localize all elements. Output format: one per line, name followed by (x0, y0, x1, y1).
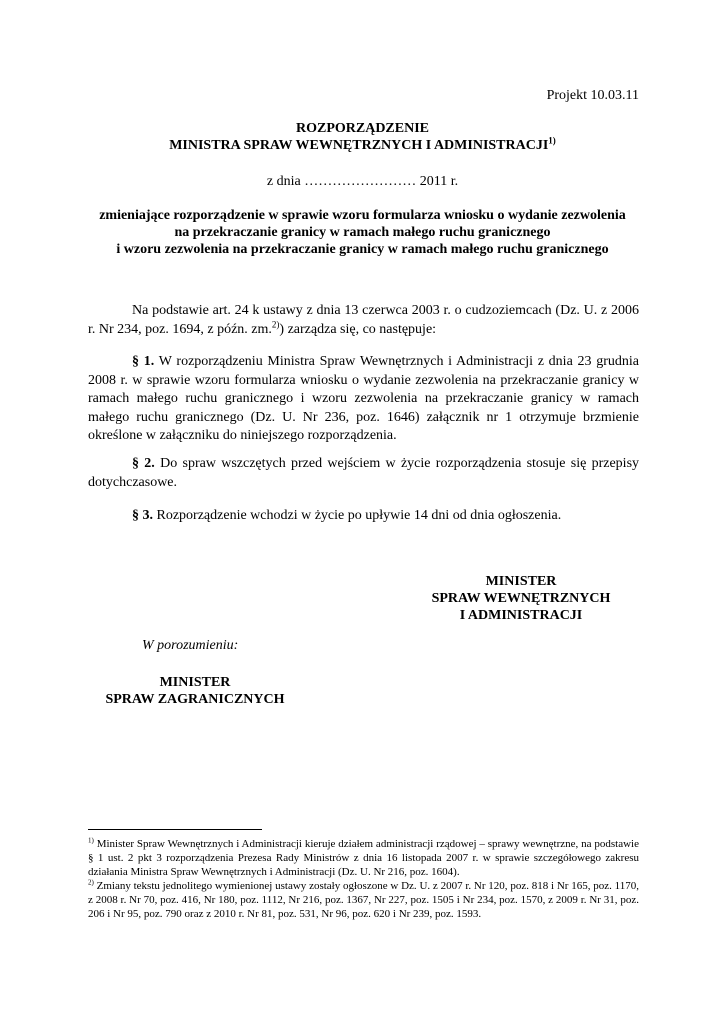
agreement-label: W porozumieniu: (142, 638, 239, 653)
footnote-2-ref: 2) (88, 878, 94, 887)
signature-interior-line-2: SPRAW WEWNĘTRZNYCH (431, 591, 611, 606)
signature-foreign-line-1: MINISTER (159, 675, 231, 690)
legal-basis-text: Na podstawie art. 24 k ustawy z dnia 13 czerwca 2003 r. o cudzoziemcach (Dz. U. z 2006 r. Nr 234, poz. 1694, z późn. zm. (88, 303, 639, 337)
footnote-2 (88, 879, 639, 921)
project-label: Projekt 10.03.11 (546, 88, 639, 103)
footnote-ref-1: 1) (548, 135, 556, 146)
signature-interior-line-1: MINISTER (485, 574, 557, 589)
document-type-title: ROZPORZĄDZENIE (295, 121, 430, 136)
footnote-1-text: Minister Spraw Wewnętrznych i Administracji kieruje działem administracji rządowej – sprawy wewnętrzne, na podstawie § 1 ust. 2 pkt 3 rozporządzenia Prezesa Rady Ministrów z dnia 16 listopada 2007 r. w sprawie szczegółowego zakresu działania Ministra Spraw Wewnętrznych i Administracji (Dz. U. Nr 216, poz. 1604). (88, 838, 639, 878)
issuing-authority-title (0, 135, 725, 154)
signature-foreign-line-2: SPRAW ZAGRANICZNYCH (105, 692, 285, 707)
footnote-1-ref: 1) (88, 836, 94, 845)
subject-line-1: zmieniające rozporządzenie w sprawie wzoru formularza wniosku o wydanie zezwolenia (99, 208, 626, 223)
footnote-ref-2: 2) (271, 318, 280, 329)
subject-line-2: na przekraczanie granicy w ramach małego ruchu granicznego (174, 225, 551, 240)
legal-basis-tail: ) zarządza się, co następuje: (279, 321, 437, 337)
subject-line-3: i wzoru zezwolenia na przekraczanie granicy w ramach małego ruchu granicznego (116, 242, 609, 257)
section-3-text: Rozporządzenie wchodzi w życie po upływie 14 dni od dnia ogłoszenia. (156, 508, 562, 523)
section-2-text: Do spraw wszczętych przed wejściem w życie rozporządzenia stosuje się przepisy dotychczasowe. (88, 456, 640, 490)
section-1-label: § 1. (132, 354, 155, 369)
footnotes (88, 837, 639, 921)
footnote-2-text: Zmiany tekstu jednolitego wymienionej ustawy zostały ogłoszone w Dz. U. z 2007 r. Nr 120, poz. 818 i Nr 165, poz. 1170, z 2008 r. Nr 70, poz. 416, Nr 180, poz. 1112, Nr 216, poz. 1367, Nr 227, poz. 1505 i Nr 234, poz. 1570, z 2009 r. Nr 31, poz. 206 i Nr 95, poz. 790 oraz z 2010 r. Nr 81, poz. 531, Nr 96, poz. 620 i Nr 239, poz. 1593. (88, 880, 639, 920)
section-2-paragraph (88, 455, 639, 492)
signature-interior-line-3: I ADMINISTRACJI (459, 608, 583, 623)
section-3-paragraph (88, 507, 639, 526)
signature-block-interior-minister (416, 573, 626, 624)
issuing-authority-text: MINISTRA SPRAW WEWNĘTRZNYCH I ADMINISTRACJI (169, 138, 549, 153)
section-3-label: § 3. (132, 508, 153, 523)
footnote-1 (88, 837, 639, 879)
section-2-label: § 2. (132, 456, 155, 471)
signature-block-foreign-minister (92, 674, 298, 708)
footnote-divider (88, 829, 262, 830)
subject-heading (0, 207, 725, 258)
section-1-text: W rozporządzeniu Ministra Spraw Wewnętrznych i Administracji z dnia 23 grudnia 2008 r. w sprawie wzoru formularza wniosku o wydanie zezwolenia na przekraczanie granicy w ramach małego ruchu granicznego i wzoru zezwolenia na przekraczanie granicy w ramach małego ruchu granicznego (Dz. U. Nr 236, poz. 1646) załącznik nr 1 otrzymuje brzmienie określone w załączniku do niniejszego rozporządzenia. (88, 354, 639, 443)
date-line: z dnia …………………… 2011 r. (266, 174, 459, 189)
section-1-paragraph (88, 353, 639, 446)
legal-basis-paragraph (88, 302, 639, 339)
